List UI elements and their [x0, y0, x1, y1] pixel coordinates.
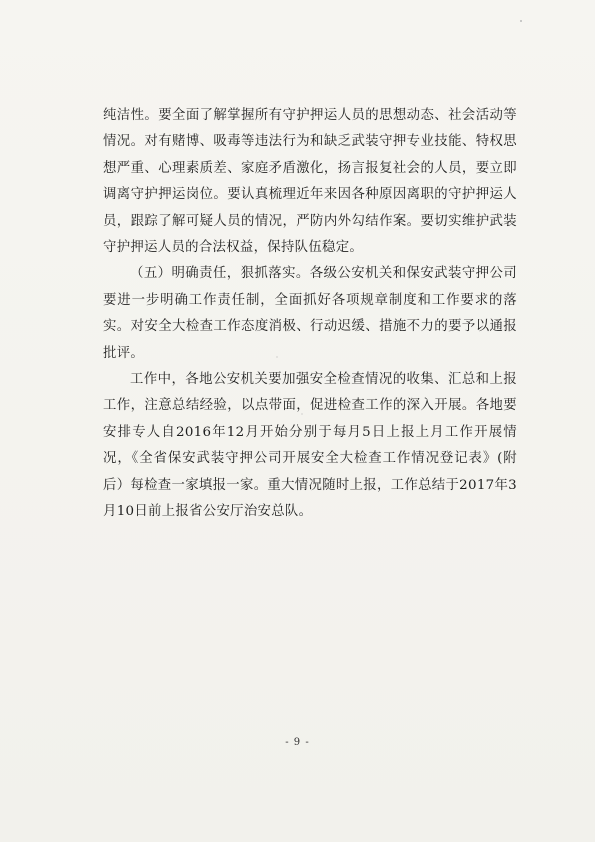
page-number: - 9 -: [285, 737, 310, 748]
paper-speck: [520, 20, 522, 22]
paper-speck: [276, 356, 278, 358]
document-body: [103, 103, 517, 526]
paper-speck: [301, 413, 303, 415]
paragraph-1: 纯洁性。要全面了解掌握所有守护押运人员的思想动态、社会活动等情况。对有赌博、吸毒等违法行为和缺乏武装守押专业技能、特权思想严重、心理素质差、家庭矛盾激化，扬言报复社会的人员，要立即调离守护押运岗位。要认真梳理近年来因各种原因离职的守护押运人员，跟踪了解可疑人员的情况，严防内外勾结作案。要切实维护武装守护押运人员的合法权益，保持队伍稳定。: [103, 108, 517, 256]
paragraph-3: 工作中，各地公安机关要加强安全检查情况的收集、汇总和上报工作，注意总结经验，以点带面，促进检查工作的深入开展。各地要安排专人自2016年12月开始分别于每月5日上报上月工作开展情况，《全省保安武装守押公司开展安全大检查工作情况登记表》(附后）每检查一家填报一家。重大情况随时上报，工作总结于2017年3月10日前上报省公安厅治安总队。: [103, 372, 517, 520]
paragraph-2: （五）明确责任，狠抓落实。各级公安机关和保安武装守押公司要进一步明确工作责任制，全面抓好各项规章制度和工作要求的落实。对安全大检查工作态度消极、行动迟缓、措施不力的要予以通报批评。: [103, 266, 517, 361]
